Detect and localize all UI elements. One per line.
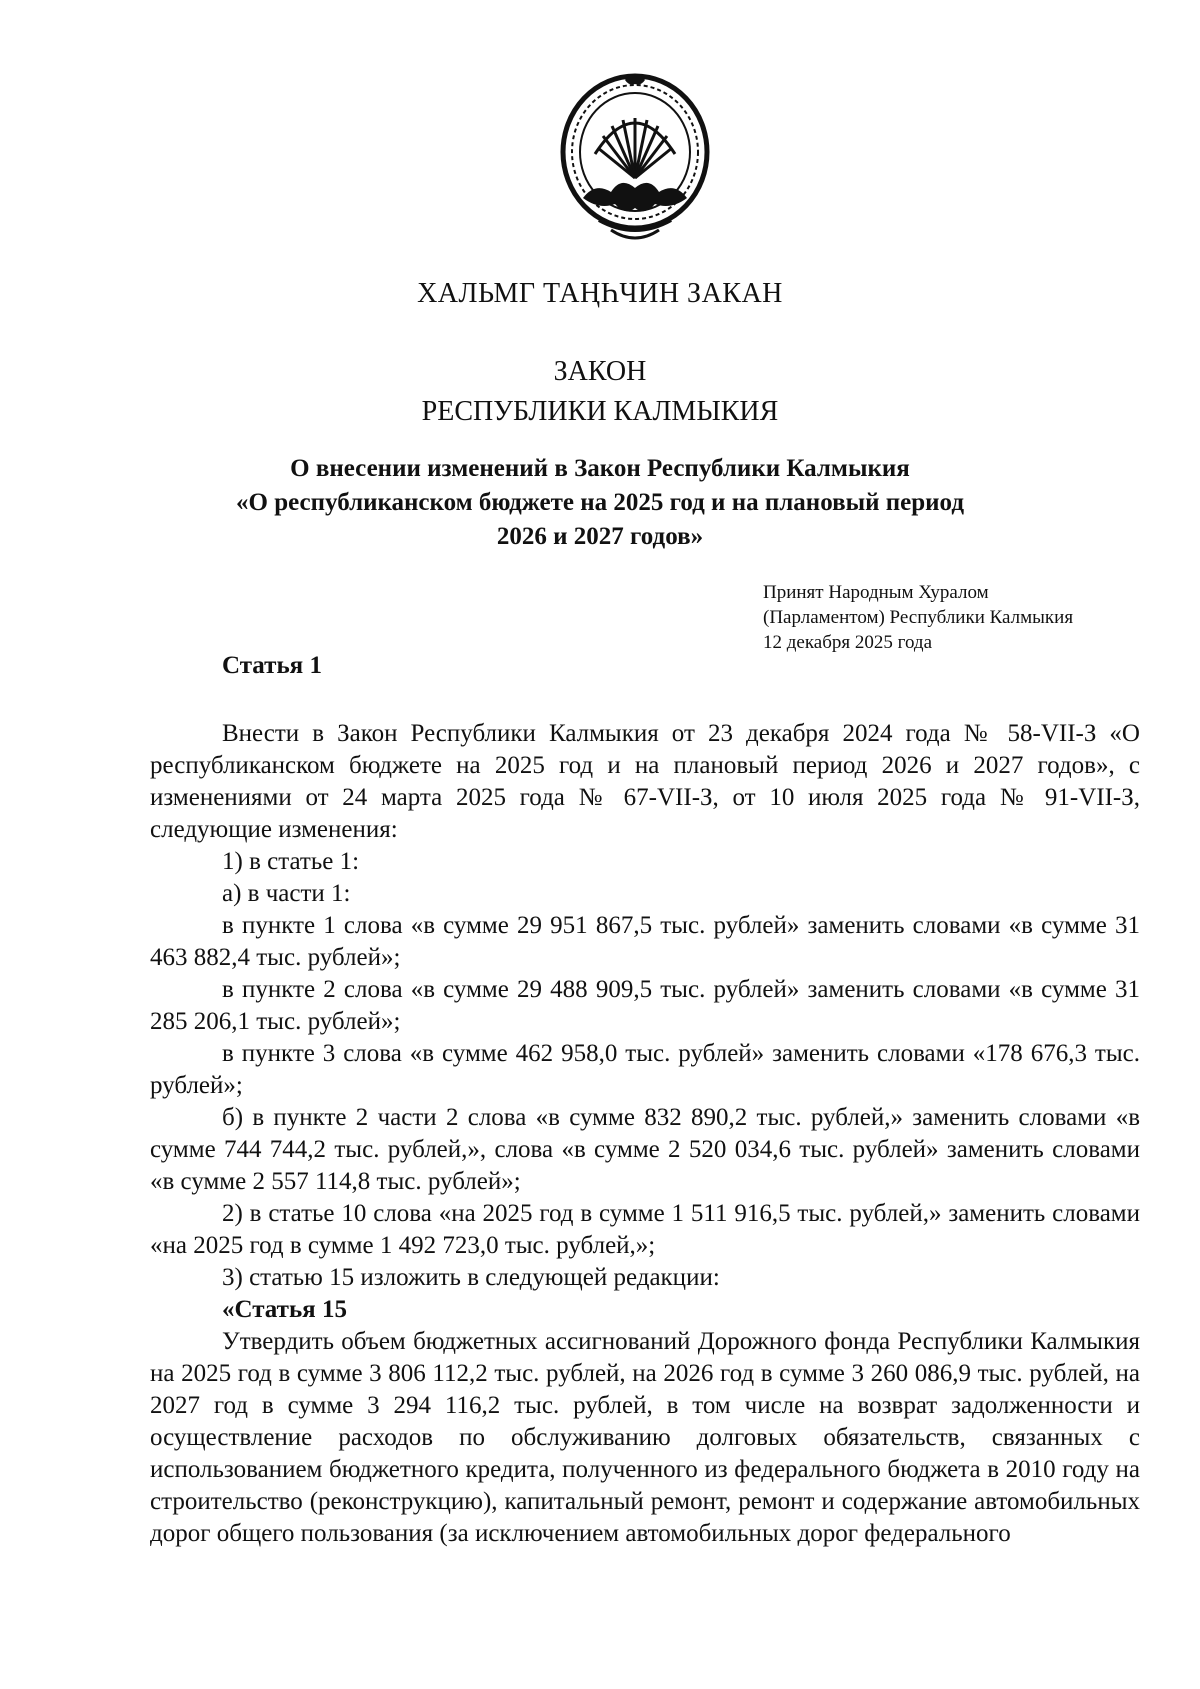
adoption-note (763, 580, 1073, 655)
law-subject-line1: О внесении изменений в Закон Республики Калмыкия (290, 455, 910, 482)
paragraph: в пункте 1 слова «в сумме 29 951 867,5 тыс. рублей» заменить словами «в сумме 31 463 882,4 тыс. рублей»; (150, 912, 1140, 971)
adoption-line2: (Парламентом) Республики Калмыкия (763, 607, 1074, 628)
paragraph: 3) статью 15 изложить в следующей редакции: (222, 1264, 720, 1291)
article-1-body (150, 718, 1140, 1550)
law-title-block (0, 352, 1200, 432)
paragraph: 2) в статье 10 слова «на 2025 год в сумме 1 511 916,5 тыс. рублей,» заменить словами «на 2025 год в сумме 1 492 723,0 тыс. рублей,»; (150, 1200, 1140, 1259)
paragraph: 1) в статье 1: (222, 848, 360, 875)
kalmyk-law-title: ХАЛЬМГ ТАҢҺЧИН ЗАКАН (417, 278, 783, 309)
law-subject-line2: «О республиканском бюджете на 2025 год и на плановый период (236, 489, 964, 516)
law-title-line1: ЗАКОН (553, 356, 647, 387)
paragraph: а) в части 1: (222, 880, 351, 907)
adoption-line3: 12 декабря 2025 года (763, 632, 933, 653)
paragraph: Внести в Закон Республики Калмыкия от 23 декабря 2024 года № 58-VII-З «О республиканском бюджете на 2025 год и на плановый период 2026 и 2027 годов», с изменениями от 24 марта 2025 года № 67-VII-З, от 10 июля 2025 года № 91-VII-З, следующие изменения: (150, 720, 1140, 843)
paragraph: в пункте 3 слова «в сумме 462 958,0 тыс. рублей» заменить словами «178 676,3 тыс. рублей»; (150, 1040, 1140, 1099)
law-subject (0, 452, 1200, 554)
adoption-line1: Принят Народным Хуралом (763, 582, 989, 603)
paragraph: Утвердить объем бюджетных ассигнований Дорожного фонда Республики Калмыкия на 2025 год в сумме 3 806 112,2 тыс. рублей, на 2026 год в сумме 3 260 086,9 тыс. рублей, на 2027 год в сумме 3 294 116,2 тыс. рублей, в том числе на возврат задолженности и осуществление расходов по обслуживанию долговых обязательств, связанных с использованием бюджетного кредита, полученного из федерального бюджета в 2010 году на строительство (реконструкцию), капитальный ремонт, ремонт и содержание автомобильных дорог общего пользования (за исключением автомобильных дорог федерального (150, 1328, 1140, 1547)
law-title-line2: РЕСПУБЛИКИ КАЛМЫКИЯ (421, 396, 779, 427)
paragraph: б) в пункте 2 части 2 слова «в сумме 832 890,2 тыс. рублей,» заменить словами «в сумме 744 744,2 тыс. рублей,», слова «в сумме 2 520 034,6 тыс. рублей» заменить словами «в сумме 2 557 114,8 тыс. рублей»; (150, 1104, 1140, 1195)
article-15-heading: «Статья 15 (222, 1296, 347, 1323)
article-1-heading: Статья 1 (222, 652, 322, 679)
coat-of-arms-emblem (555, 70, 715, 250)
law-subject-line3: 2026 и 2027 годов» (496, 523, 704, 550)
paragraph: в пункте 2 слова «в сумме 29 488 909,5 тыс. рублей» заменить словами «в сумме 31 285 206,1 тыс. рублей»; (150, 976, 1140, 1035)
